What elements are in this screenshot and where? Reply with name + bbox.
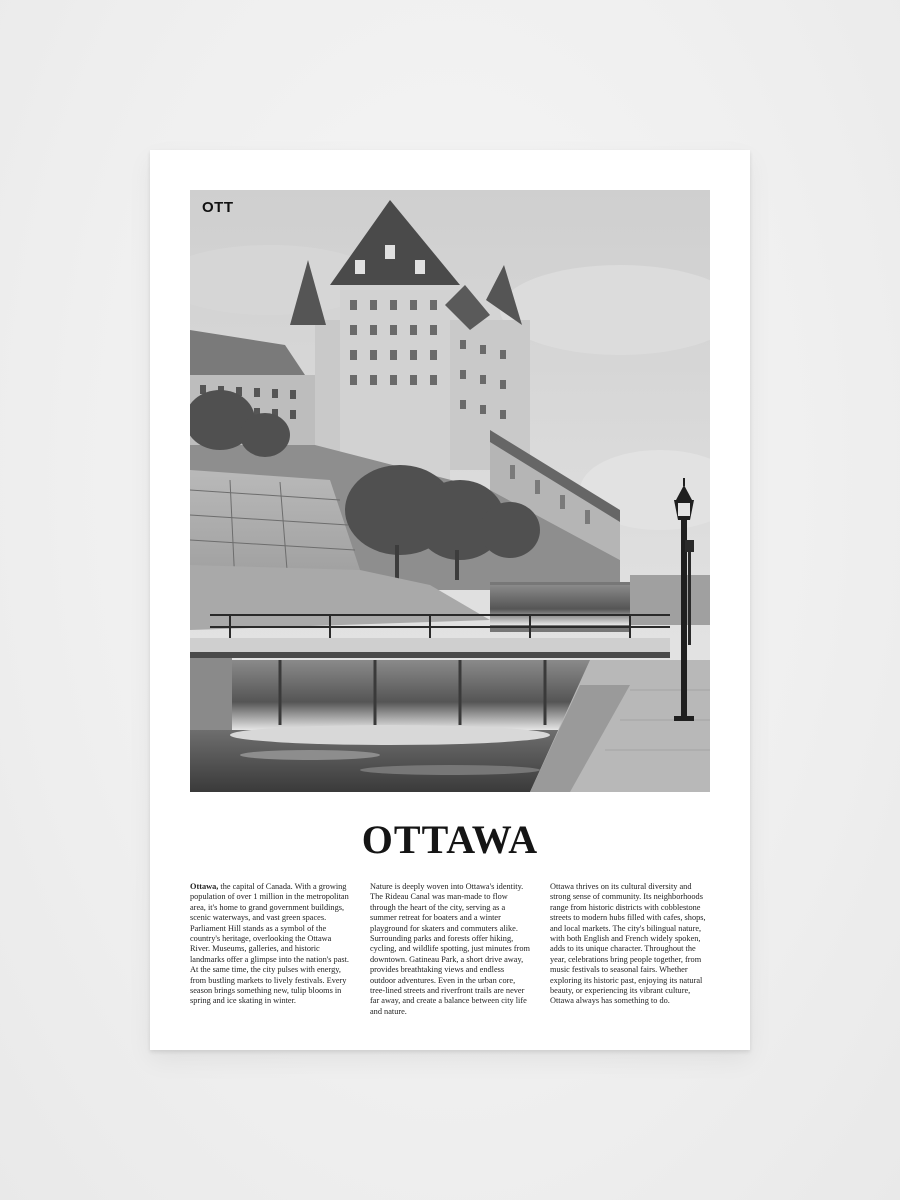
column-lead: Ottawa, <box>190 882 219 891</box>
text-column-2 <box>370 882 530 1017</box>
column-text: the capital of Canada. With a growing population of over 1 million in the metropolitan area, it's home to grand government buildings, scenic waterways, and vast green spaces. Parliament Hill stands as a symbol of the country's heritage, overlooking the Ottawa River. Museums, galleries, and historic landmarks offer a glimpse into the nation's past. At the same time, the city pulses with energy, from bustling markets to lively festivals. Every season brings something new, tulip blooms in spring and ice skating in winter. <box>190 882 349 1006</box>
city-code: OTT <box>202 199 234 216</box>
canal-photo <box>190 190 710 792</box>
poster <box>150 150 750 1050</box>
column-text: Ottawa thrives on its cultural diversity and strong sense of community. Its neighborhoods range from historic districts with cobblestone streets to modern hubs filled with cafes, shops, and local markets. The city's bilingual nature, with both English and French widely spoken, adds to its unique character. Throughout the year, celebrations bring people together, from music festivals to seasonal fairs. Whether exploring its historic past, enjoying its natural beauty, or experiencing its vibrant culture, Ottawa always has something to do. <box>550 882 706 1006</box>
text-column-3 <box>550 882 710 1007</box>
column-text: Nature is deeply woven into Ottawa's identity. The Rideau Canal was man-made to flow through the heart of the city, serving as a summer retreat for boaters and a winter playground for skaters and commuters alike. Surrounding parks and forests offer hiking, cycling, and wildlife spotting, just minutes from downtown. Gatineau Park, a short drive away, provides breathtaking views and endless outdoor adventures. Even in the urban core, tree-lined streets and riverfront trails are never far away, and create a balance between city life and nature. <box>370 882 530 1016</box>
text-column-1 <box>190 882 350 1007</box>
poster-title: OTTAWA <box>361 817 539 862</box>
